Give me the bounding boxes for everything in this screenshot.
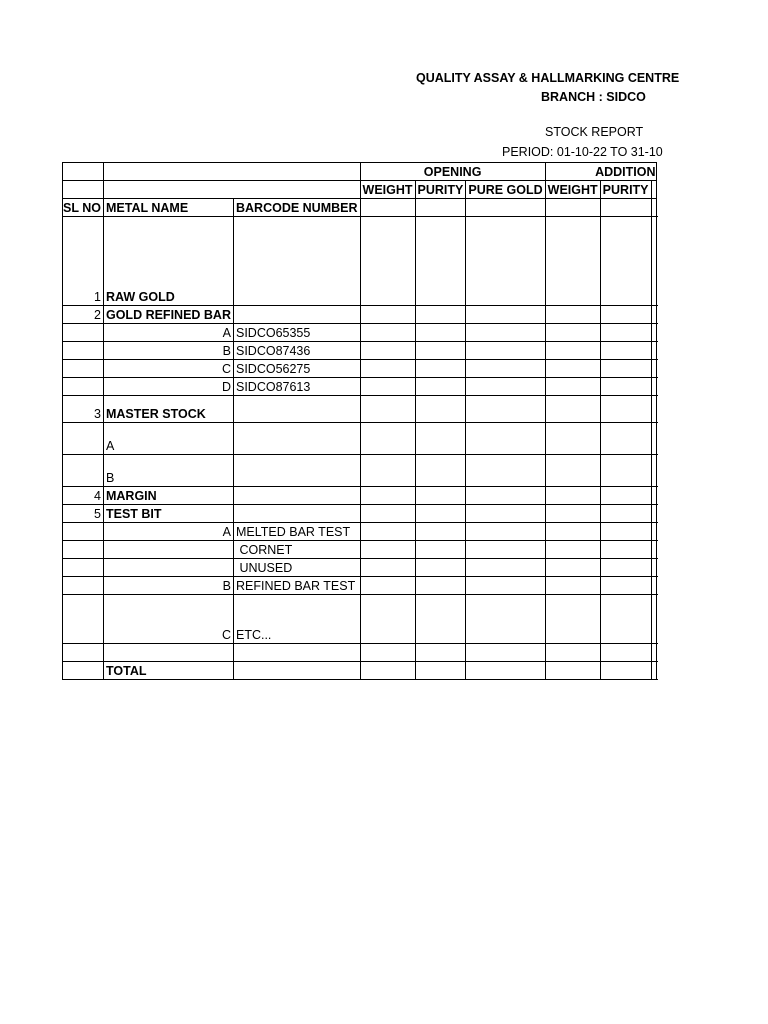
- branch-label: BRANCH : SIDCO: [541, 90, 646, 104]
- barcode-cell: [233, 644, 360, 662]
- value-cell: [545, 559, 600, 577]
- table-row: [63, 360, 659, 378]
- barcode-cell: [233, 396, 360, 423]
- value-cell: [415, 523, 466, 541]
- value-cell: [600, 396, 651, 423]
- opening-group-header: OPENING: [360, 163, 545, 181]
- blank-cell: [63, 163, 104, 181]
- metal-name-text: A: [105, 439, 115, 453]
- blank-cell: [466, 199, 545, 217]
- value-cell: [360, 644, 415, 662]
- table-row: [63, 455, 659, 487]
- value-cell: [545, 577, 600, 595]
- opening-weight-header: WEIGHT: [360, 181, 415, 199]
- barcode-cell: [233, 455, 360, 487]
- sl-no-cell: [63, 360, 104, 378]
- value-cell: [656, 662, 658, 680]
- metal-name-cell: [103, 577, 233, 595]
- value-cell: [600, 360, 651, 378]
- value-cell: [600, 306, 651, 324]
- value-cell: [466, 455, 545, 487]
- table-row: [63, 487, 659, 505]
- barcode-cell: ETC...: [233, 595, 360, 644]
- blank-cell: [651, 199, 656, 217]
- sl-no-cell: [63, 662, 104, 680]
- sub-label: A: [222, 525, 231, 539]
- value-cell: [656, 577, 658, 595]
- value-cell: [545, 487, 600, 505]
- table-row: [63, 662, 659, 680]
- value-cell: [656, 487, 658, 505]
- value-cell: [600, 662, 651, 680]
- value-cell: [656, 342, 658, 360]
- metal-name-cell: [103, 396, 233, 423]
- sl-no-cell: 1: [63, 217, 104, 306]
- value-cell: [545, 523, 600, 541]
- value-cell: [466, 360, 545, 378]
- blank-cell: [651, 181, 656, 199]
- sl-no-cell: 4: [63, 487, 104, 505]
- metal-name-text: GOLD REFINED BAR: [105, 308, 231, 322]
- sl-no-cell: 5: [63, 505, 104, 523]
- value-cell: [415, 662, 466, 680]
- value-cell: [466, 217, 545, 306]
- sub-label: A: [222, 326, 231, 340]
- value-cell: [415, 360, 466, 378]
- value-cell: [360, 455, 415, 487]
- value-cell: [466, 378, 545, 396]
- value-cell: [415, 324, 466, 342]
- barcode-cell: MELTED BAR TEST: [233, 523, 360, 541]
- value-cell: [360, 595, 415, 644]
- value-cell: [360, 360, 415, 378]
- value-cell: [466, 541, 545, 559]
- table-row: [63, 595, 659, 644]
- value-cell: [415, 423, 466, 455]
- value-cell: [656, 360, 658, 378]
- value-cell: [600, 378, 651, 396]
- metal-name-cell: [103, 455, 233, 487]
- sub-label: C: [221, 362, 231, 376]
- sl-no-cell: [63, 324, 104, 342]
- blank-cell: [415, 199, 466, 217]
- value-cell: [600, 559, 651, 577]
- value-cell: [360, 217, 415, 306]
- value-cell: [545, 306, 600, 324]
- value-cell: [466, 559, 545, 577]
- value-cell: [656, 396, 658, 423]
- value-cell: [360, 342, 415, 360]
- table-row: [63, 523, 659, 541]
- value-cell: [466, 505, 545, 523]
- value-cell: [466, 324, 545, 342]
- sl-no-cell: 3: [63, 396, 104, 423]
- value-cell: [360, 559, 415, 577]
- metal-name-header: METAL NAME: [103, 199, 233, 217]
- value-cell: [600, 595, 651, 644]
- table-row: [63, 306, 659, 324]
- barcode-cell: CORNET: [233, 541, 360, 559]
- value-cell: [600, 541, 651, 559]
- metal-name-cell: [103, 505, 233, 523]
- group-header-row: [63, 163, 659, 181]
- sl-no-cell: [63, 342, 104, 360]
- sl-no-cell: 2: [63, 306, 104, 324]
- value-cell: [466, 523, 545, 541]
- blank-cell: [545, 199, 600, 217]
- value-cell: [545, 378, 600, 396]
- table-row: [63, 423, 659, 455]
- org-title: QUALITY ASSAY & HALLMARKING CENTRE: [416, 71, 680, 85]
- table-row: [63, 559, 659, 577]
- value-cell: [360, 306, 415, 324]
- table-row: [63, 577, 659, 595]
- barcode-cell: [233, 662, 360, 680]
- metal-name-text: MARGIN: [105, 489, 157, 503]
- value-cell: [656, 505, 658, 523]
- value-cell: [415, 342, 466, 360]
- column-header-row: [63, 181, 659, 199]
- value-cell: [415, 487, 466, 505]
- metal-name-cell: [103, 662, 233, 680]
- value-cell: [415, 378, 466, 396]
- value-cell: [545, 217, 600, 306]
- value-cell: [415, 595, 466, 644]
- sl-no-cell: [63, 455, 104, 487]
- addition-group-header: ADDITION: [545, 163, 656, 181]
- value-cell: [545, 644, 600, 662]
- sub-label: D: [221, 380, 231, 394]
- barcode-cell: SIDCO87436: [233, 342, 360, 360]
- value-cell: [360, 396, 415, 423]
- value-cell: [415, 396, 466, 423]
- value-cell: [545, 505, 600, 523]
- value-cell: [656, 559, 658, 577]
- metal-name-cell: [103, 360, 233, 378]
- barcode-cell: [233, 306, 360, 324]
- sl-no-cell: [63, 378, 104, 396]
- value-cell: [600, 455, 651, 487]
- metal-name-cell: [103, 342, 233, 360]
- value-cell: [466, 487, 545, 505]
- metal-name-text: TOTAL: [105, 664, 147, 678]
- value-cell: [545, 662, 600, 680]
- metal-name-text: TEST BIT: [105, 507, 162, 521]
- sl-no-cell: [63, 559, 104, 577]
- value-cell: [466, 577, 545, 595]
- sl-no-cell: [63, 644, 104, 662]
- stock-report-table-region: [62, 162, 658, 712]
- value-cell: [545, 360, 600, 378]
- metal-name-cell: [103, 217, 233, 306]
- table-row: [63, 378, 659, 396]
- value-cell: [415, 559, 466, 577]
- value-cell: [545, 396, 600, 423]
- barcode-cell: SIDCO65355: [233, 324, 360, 342]
- blank-cell: [63, 181, 104, 199]
- value-cell: [415, 541, 466, 559]
- metal-name-cell: [103, 378, 233, 396]
- table-row: [63, 541, 659, 559]
- metal-name-text: RAW GOLD: [105, 290, 175, 304]
- value-cell: [656, 595, 658, 644]
- value-cell: [656, 217, 658, 306]
- value-cell: [656, 523, 658, 541]
- barcode-cell: [233, 505, 360, 523]
- value-cell: [545, 324, 600, 342]
- value-cell: [360, 662, 415, 680]
- barcode-cell: [233, 487, 360, 505]
- value-cell: [545, 541, 600, 559]
- table-row: [63, 324, 659, 342]
- value-cell: [656, 423, 658, 455]
- sl-no-header: SL NO: [63, 199, 104, 217]
- barcode-cell: [233, 217, 360, 306]
- value-cell: [415, 577, 466, 595]
- metal-name-cell: [103, 541, 233, 559]
- value-cell: [656, 455, 658, 487]
- value-cell: [600, 217, 651, 306]
- value-cell: [545, 595, 600, 644]
- barcode-cell: SIDCO56275: [233, 360, 360, 378]
- value-cell: [656, 306, 658, 324]
- metal-name-text: B: [105, 471, 115, 485]
- table-row: [63, 396, 659, 423]
- addition-weight-header: WEIGHT: [545, 181, 600, 199]
- sl-no-cell: [63, 577, 104, 595]
- value-cell: [600, 342, 651, 360]
- value-cell: [360, 487, 415, 505]
- table-row: [63, 505, 659, 523]
- value-cell: [415, 306, 466, 324]
- stock-report-table: [62, 162, 658, 680]
- barcode-cell: UNUSED: [233, 559, 360, 577]
- blank-cell: [600, 199, 651, 217]
- metal-name-cell: [103, 523, 233, 541]
- table-row: [63, 217, 659, 306]
- value-cell: [600, 523, 651, 541]
- addition-purity-header: PURITY: [600, 181, 651, 199]
- report-period: PERIOD: 01-10-22 TO 31-10: [502, 145, 663, 159]
- sub-label: B: [222, 579, 231, 593]
- value-cell: [600, 487, 651, 505]
- table-row: [63, 342, 659, 360]
- blank-cell: [103, 163, 360, 181]
- blank-cell: [360, 199, 415, 217]
- value-cell: [600, 505, 651, 523]
- value-cell: [600, 644, 651, 662]
- value-cell: [545, 455, 600, 487]
- value-cell: [415, 644, 466, 662]
- value-cell: [545, 342, 600, 360]
- value-cell: [360, 378, 415, 396]
- opening-pure-gold-header: PURE GOLD: [466, 181, 545, 199]
- value-cell: [360, 541, 415, 559]
- value-cell: [415, 217, 466, 306]
- value-cell: [600, 423, 651, 455]
- metal-name-cell: [103, 324, 233, 342]
- value-cell: [656, 378, 658, 396]
- metal-name-cell: [103, 644, 233, 662]
- metal-name-cell: [103, 423, 233, 455]
- table-row: [63, 644, 659, 662]
- value-cell: [466, 595, 545, 644]
- metal-name-text: MASTER STOCK: [105, 407, 206, 421]
- value-cell: [415, 505, 466, 523]
- value-cell: [656, 644, 658, 662]
- value-cell: [466, 423, 545, 455]
- value-cell: [360, 423, 415, 455]
- value-cell: [360, 523, 415, 541]
- metal-name-cell: [103, 595, 233, 644]
- value-cell: [656, 324, 658, 342]
- value-cell: [360, 324, 415, 342]
- sub-label: C: [221, 628, 231, 642]
- barcode-cell: REFINED BAR TEST: [233, 577, 360, 595]
- value-cell: [415, 455, 466, 487]
- blank-cell: [103, 181, 360, 199]
- field-header-row: [63, 199, 659, 217]
- opening-purity-header: PURITY: [415, 181, 466, 199]
- metal-name-cell: [103, 306, 233, 324]
- value-cell: [360, 505, 415, 523]
- barcode-header: BARCODE NUMBER: [233, 199, 360, 217]
- metal-name-cell: [103, 559, 233, 577]
- value-cell: [466, 306, 545, 324]
- value-cell: [466, 644, 545, 662]
- barcode-cell: [233, 423, 360, 455]
- value-cell: [466, 342, 545, 360]
- sl-no-cell: [63, 595, 104, 644]
- value-cell: [656, 541, 658, 559]
- value-cell: [466, 396, 545, 423]
- report-title: STOCK REPORT: [545, 125, 644, 139]
- metal-name-cell: [103, 487, 233, 505]
- value-cell: [545, 423, 600, 455]
- sl-no-cell: [63, 523, 104, 541]
- value-cell: [466, 662, 545, 680]
- value-cell: [600, 577, 651, 595]
- value-cell: [600, 324, 651, 342]
- value-cell: [360, 577, 415, 595]
- sl-no-cell: [63, 541, 104, 559]
- sl-no-cell: [63, 423, 104, 455]
- sub-label: B: [222, 344, 231, 358]
- barcode-cell: SIDCO87613: [233, 378, 360, 396]
